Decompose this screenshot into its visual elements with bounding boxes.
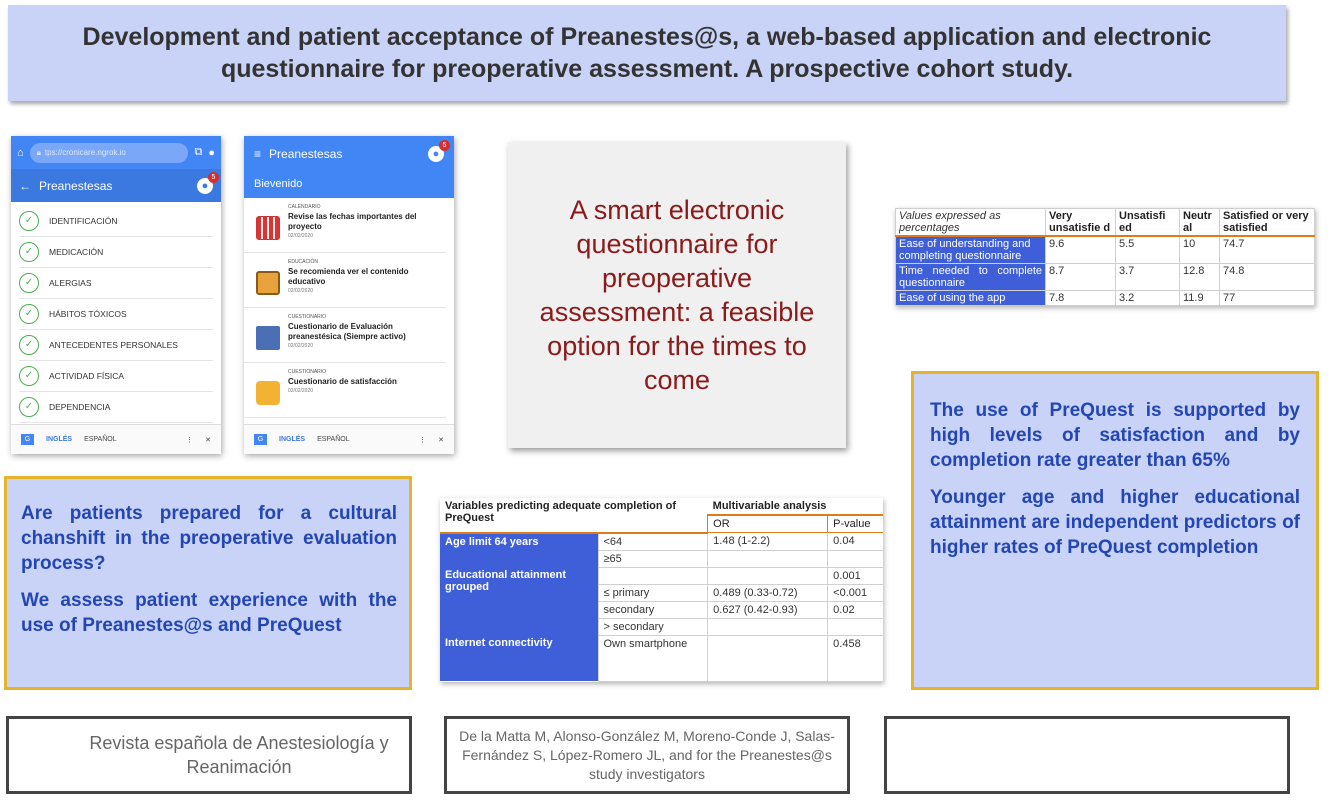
hamburger-icon[interactable]: ≡ xyxy=(254,147,262,161)
table-cell xyxy=(708,550,828,567)
table-cell: 74.7 xyxy=(1220,236,1315,264)
check-icon: ✓ xyxy=(19,273,39,293)
translate-bar xyxy=(11,424,221,454)
multivariable-table xyxy=(440,498,883,682)
back-arrow-icon[interactable]: ← xyxy=(19,178,31,193)
url-text: tps://cronicare.ngrok.io xyxy=(44,148,126,157)
table-cell: 0.489 (0.33-0.72) xyxy=(708,584,828,601)
journal-name: Revista española de Anestesiología y Reanimación xyxy=(89,733,389,777)
header-cell: OR xyxy=(708,515,828,533)
section-item[interactable] xyxy=(19,206,213,237)
translate-icon: G xyxy=(21,434,34,445)
table-cell: secondary xyxy=(598,601,708,618)
browser-bar xyxy=(11,136,221,169)
phone-screenshot-menu xyxy=(11,136,221,454)
table-row xyxy=(440,533,883,551)
table-header-row xyxy=(440,498,883,515)
table-cell: 3.2 xyxy=(1116,291,1180,306)
table-cell: 7.8 xyxy=(1046,291,1116,306)
table-cell: 0.458 xyxy=(828,635,883,681)
row-label: Ease of using the app xyxy=(896,291,1046,306)
table-row xyxy=(440,635,883,681)
key-message: A smart electronic questionnaire for preoperative assessment: a feasible option for the times to come xyxy=(539,195,815,395)
lang-spanish[interactable]: ESPAÑOL xyxy=(317,436,350,443)
row-label: Ease of understanding and completing questionnaire xyxy=(896,236,1046,264)
card-item[interactable] xyxy=(244,363,446,418)
section-label: MEDICACIÓN xyxy=(49,247,104,257)
card-item[interactable] xyxy=(244,198,446,253)
card-date: 02/02/2020 xyxy=(288,388,314,394)
section-item[interactable] xyxy=(19,392,213,423)
row-label: Educational attainment grouped xyxy=(440,567,598,635)
card-title: Cuestionario de satisfacción xyxy=(288,377,397,386)
section-label: HÁBITOS TÓXICOS xyxy=(49,309,127,319)
table-cell: 0.02 xyxy=(828,601,883,618)
check-icon: ✓ xyxy=(19,366,39,386)
header-cell: Values expressed as percentages xyxy=(896,209,1046,237)
table-cell: 11.9 xyxy=(1180,291,1220,306)
section-label: DEPENDENCIA xyxy=(49,402,111,412)
lock-icon: 🔒︎ xyxy=(36,147,41,157)
profile-icon[interactable]: ● 5 xyxy=(197,178,213,194)
close-icon[interactable]: ✕ xyxy=(205,436,211,444)
translate-bar xyxy=(244,424,454,454)
card-date: 02/02/2020 xyxy=(288,233,314,239)
conclusion-text-1: The use of PreQuest is supported by high levels of satisfaction and by completion rate greater than 65% xyxy=(930,400,1300,471)
header-cell: Multivariable analysis xyxy=(708,498,883,515)
table-cell: 3.7 xyxy=(1116,264,1180,291)
presentation-icon xyxy=(256,326,280,350)
header-cell: P-value xyxy=(828,515,883,533)
more-vert-icon[interactable]: ⋮ xyxy=(186,436,194,444)
table-cell: 12.8 xyxy=(1180,264,1220,291)
conclusion-box xyxy=(911,371,1319,690)
header-cell: Very unsatisfie d xyxy=(1046,209,1116,237)
check-icon: ✓ xyxy=(19,335,39,355)
section-label: ALERGIAS xyxy=(49,278,92,288)
journal-box xyxy=(6,716,412,794)
table-cell xyxy=(828,550,883,567)
row-label: Internet connectivity xyxy=(440,635,598,681)
table-cell: 0.001 xyxy=(828,567,883,584)
translate-icon: G xyxy=(254,434,267,445)
more-icon[interactable]: ● xyxy=(208,146,215,159)
card-item[interactable] xyxy=(244,308,446,363)
section-item[interactable] xyxy=(19,268,213,299)
notification-badge: 5 xyxy=(439,140,450,151)
poster-title: Development and patient acceptance of Preanestes@s, a web-based application and electronic questionnaire for preoperative assessment. A prospective cohort study. xyxy=(82,23,1212,83)
conclusion-text-2: Younger age and higher educational attainment are independent predictors of higher rates of PreQuest completion xyxy=(930,487,1300,558)
section-item[interactable] xyxy=(19,361,213,392)
profile-icon[interactable]: ● 5 xyxy=(428,146,444,162)
table-cell: > secondary xyxy=(598,618,708,635)
card-date: 02/02/2020 xyxy=(288,343,314,349)
table-cell: 77 xyxy=(1220,291,1315,306)
table-cell xyxy=(828,618,883,635)
question-box xyxy=(4,476,412,690)
more-vert-icon[interactable]: ⋮ xyxy=(419,436,427,444)
row-label: Age limit 64 years xyxy=(440,533,598,568)
close-icon[interactable]: ✕ xyxy=(438,436,444,444)
app-title: Preanestesas xyxy=(39,178,113,193)
question-text: Are patients prepared for a cultural chanshift in the preoperative evaluation process? xyxy=(21,503,397,574)
section-label: IDENTIFICACIÓN xyxy=(49,216,118,226)
table-cell xyxy=(708,618,828,635)
table-cell: 1.48 (1-2.2) xyxy=(708,533,828,551)
table-cell: <0.001 xyxy=(828,584,883,601)
section-label: ANTECEDENTES PERSONALES xyxy=(49,340,178,350)
card-title: Revise las fechas importantes del proyecto xyxy=(288,212,417,231)
table-cell: Own smartphone xyxy=(598,635,708,681)
section-item[interactable] xyxy=(19,237,213,268)
book-icon xyxy=(256,271,280,295)
card-category: CUESTIONARIO xyxy=(288,369,327,375)
card-category: CUESTIONARIO xyxy=(288,314,327,320)
title-banner xyxy=(8,5,1286,101)
header-cell: Unsatisfi ed xyxy=(1116,209,1180,237)
section-item[interactable] xyxy=(19,330,213,361)
section-item[interactable] xyxy=(19,299,213,330)
table-header-row xyxy=(896,209,1315,237)
check-icon: ✓ xyxy=(19,304,39,324)
header-cell: Satisfied or very satisfied xyxy=(1220,209,1315,237)
table-cell xyxy=(708,635,828,681)
table-row xyxy=(896,236,1315,264)
card-title: Se recomienda ver el contenido educativo xyxy=(288,267,409,286)
table-cell: ≥65 xyxy=(598,550,708,567)
table-cell xyxy=(598,567,708,584)
table-cell: <64 xyxy=(598,533,708,551)
table-cell: 0.627 (0.42-0.93) xyxy=(708,601,828,618)
aim-text: We assess patient experience with the use of Preanestes@s and PreQuest xyxy=(21,590,397,636)
table-row xyxy=(896,264,1315,291)
table-row xyxy=(440,567,883,584)
lang-english[interactable]: INGLÉS xyxy=(279,436,306,443)
table-cell: 8.7 xyxy=(1046,264,1116,291)
check-icon: ✓ xyxy=(19,211,39,231)
app-bar xyxy=(11,169,221,202)
app-title: Preanestesas xyxy=(269,147,343,161)
table-cell: 9.6 xyxy=(1046,236,1116,264)
check-icon: ✓ xyxy=(19,397,39,417)
card-category: CALENDARIO xyxy=(288,204,321,210)
section-list xyxy=(11,202,221,423)
table-row xyxy=(896,291,1315,306)
url-bar[interactable] xyxy=(30,143,189,163)
table-cell: 10 xyxy=(1180,236,1220,264)
table-cell xyxy=(708,567,828,584)
calendar-icon xyxy=(256,216,280,240)
authors-box xyxy=(444,716,850,794)
table-cell: 0.04 xyxy=(828,533,883,551)
home-icon[interactable]: ⌂ xyxy=(17,146,24,159)
satisfaction-table xyxy=(895,208,1315,306)
card-category: EDUCACIÓN xyxy=(288,259,319,265)
check-icon: ✓ xyxy=(19,242,39,262)
lang-english[interactable]: INGLÉS xyxy=(46,436,73,443)
thumbs-up-icon xyxy=(256,381,280,405)
welcome-text: Bievenido xyxy=(254,178,303,190)
tabs-icon[interactable]: ⧉ xyxy=(194,146,203,158)
lang-spanish[interactable]: ESPAÑOL xyxy=(84,436,117,443)
row-label: Time needed to complete questionnaire xyxy=(896,264,1046,291)
table-cell: ≤ primary xyxy=(598,584,708,601)
section-label: ACTIVIDAD FÍSICA xyxy=(49,371,125,381)
authors-text: De la Matta M, Alonso-González M, Moreno-Conde J, Salas-Fernández S, López-Romero JL, and for the Preanestes@s study investigators xyxy=(459,727,835,782)
header-cell: Variables predicting adequate completion of PreQuest xyxy=(440,498,708,533)
card-title: Cuestionario de Evaluación preanestésica (Siempre activo) xyxy=(288,322,406,341)
notification-badge: 5 xyxy=(208,172,219,183)
card-date: 02/02/2020 xyxy=(288,288,314,294)
app-bar xyxy=(244,136,454,198)
table-cell: 5.5 xyxy=(1116,236,1180,264)
empty-box xyxy=(884,716,1290,794)
table-cell: 74.8 xyxy=(1220,264,1315,291)
key-message-box xyxy=(508,142,846,448)
header-cell: Neutr al xyxy=(1180,209,1220,237)
card-item[interactable] xyxy=(244,253,446,308)
phone-screenshot-home xyxy=(244,136,454,454)
